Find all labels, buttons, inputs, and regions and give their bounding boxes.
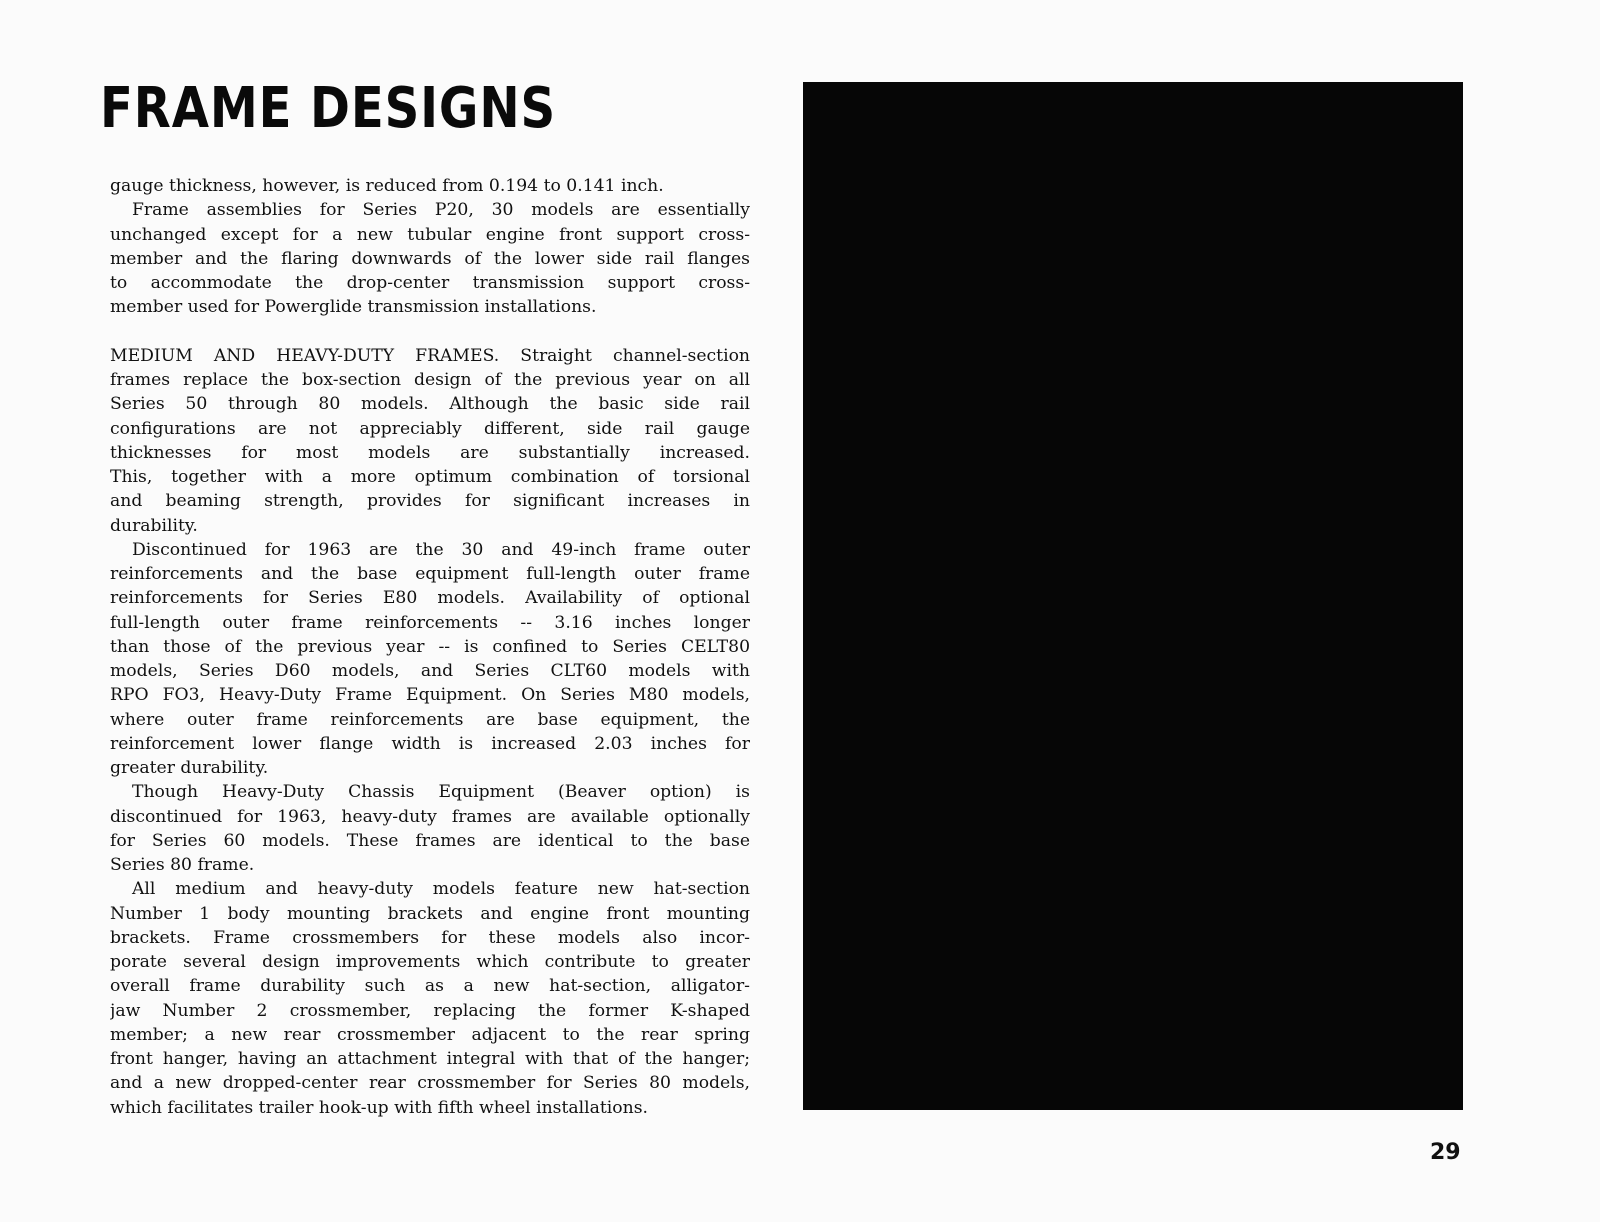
paragraph [110, 198, 750, 319]
text-line: frames replace the box-section design of the previous year on all [110, 370, 750, 390]
paragraph [110, 344, 750, 538]
page-title: FRAME DESIGNS [100, 76, 557, 141]
text-line: reinforcements and the base equipment full-length outer frame [110, 564, 750, 584]
text-line: Number 1 body mounting brackets and engine front mounting [110, 903, 750, 924]
text-line: Discontinued for 1963 are the 30 and 49-inch frame outer [132, 539, 750, 560]
text-line: gauge thickness, however, is reduced from 0.194 to 0.141 inch. [110, 176, 664, 196]
text-line: for Series 60 models. These frames are identical to the base [110, 830, 750, 851]
paragraph [110, 780, 750, 877]
text-line: and beaming strength, provides for significant increases in [110, 491, 750, 512]
text-line: Though Heavy-Duty Chassis Equipment (Beaver option) is [132, 782, 750, 803]
text-line: RPO FO3, Heavy-Duty Frame Equipment. On Series M80 models, [110, 685, 750, 706]
page-number: 29 [1430, 1140, 1461, 1165]
text-line: full-length outer frame reinforcements -- 3.16 inches longer [110, 612, 750, 633]
text-line: front hanger, having an attachment integral with that of the hanger; [110, 1049, 750, 1069]
text-line: models, Series D60 models, and Series CLT60 models with [110, 661, 750, 681]
text-line: reinforcement lower flange width is increased 2.03 inches for [110, 733, 750, 754]
text-line: All medium and heavy-duty models feature new hat-section [132, 879, 750, 900]
text-line: overall frame durability such as a new hat-section, alligator- [110, 976, 750, 997]
text-line: reinforcements for Series E80 models. Availability of optional [110, 588, 750, 609]
text-line: where outer frame reinforcements are base equipment, the [110, 709, 750, 730]
text-line: durability. [110, 515, 198, 536]
paragraph [110, 538, 750, 781]
paragraph-gap [110, 320, 750, 344]
text-line: brackets. Frame crossmembers for these models also incor- [110, 927, 750, 948]
paragraph [110, 174, 750, 198]
text-line: member used for Powerglide transmission installations. [110, 297, 597, 318]
text-line: to accommodate the drop-center transmission support cross- [110, 273, 750, 293]
text-line: member and the flaring downwards of the lower side rail flanges [110, 248, 750, 269]
text-line: Series 80 frame. [110, 855, 255, 875]
text-line: discontinued for 1963, heavy-duty frames are available optionally [110, 806, 750, 827]
text-line: Series 50 through 80 models. Although the basic side rail [110, 394, 750, 415]
text-line: MEDIUM AND HEAVY-DUTY FRAMES. Straight channel-section [110, 345, 750, 366]
body-text [110, 174, 750, 1120]
text-line: member; a new rear crossmember adjacent to the rear spring [110, 1024, 750, 1045]
text-line: configurations are not appreciably different, side rail gauge [110, 418, 750, 439]
text-line: thicknesses for most models are substantially increased. [110, 442, 750, 463]
text-line: porate several design improvements which contribute to greater [110, 952, 750, 972]
text-line: than those of the previous year -- is confined to Series CELT80 [110, 636, 750, 657]
dark-photograph [803, 82, 1463, 1110]
text-line: Frame assemblies for Series P20, 30 models are essentially [132, 200, 750, 221]
paragraph [110, 877, 750, 1120]
text-line: which facilitates trailer hook-up with fifth wheel installations. [110, 1097, 648, 1118]
text-line: and a new dropped-center rear crossmember for Series 80 models, [110, 1073, 750, 1094]
text-line: This, together with a more optimum combination of torsional [110, 467, 750, 487]
text-line: unchanged except for a new tubular engine front support cross- [110, 224, 750, 245]
text-line: jaw Number 2 crossmember, replacing the former K-shaped [110, 1000, 750, 1021]
text-line: greater durability. [110, 758, 269, 778]
